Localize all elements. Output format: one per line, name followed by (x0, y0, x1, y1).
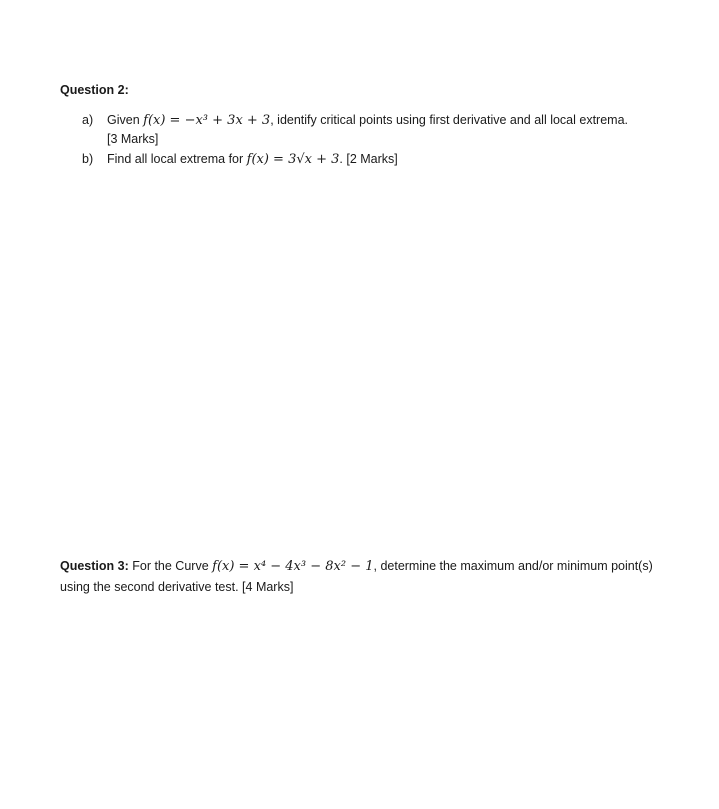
part-a-suffix: , identify critical points using first derivative and all local extrema. (270, 113, 629, 127)
part-b-suffix: . [2 Marks] (339, 152, 398, 166)
part-a-marker: a) (82, 113, 94, 127)
question-3-function: f(x) = x⁴ − 4x³ − 8x² − 1 (212, 559, 374, 574)
question-2-part-b (82, 150, 682, 169)
part-a-marks: [3 Marks] (107, 132, 159, 146)
question-3-heading: Question 3: (60, 559, 129, 573)
question-3 (60, 556, 680, 597)
question-2-heading: Question 2: (60, 83, 129, 97)
question-3-prefix: For the Curve (128, 559, 213, 573)
part-b-function: f(x) = 3√x + 3 (246, 152, 340, 167)
part-a-function: f(x) = −x³ + 3x + 3 (143, 113, 271, 128)
part-b-prefix: Find all local extrema for (107, 152, 247, 166)
part-a-prefix: Given (107, 113, 144, 127)
question-3-suffix: , determine the maximum and/or minimum point(s) using the second derivative test. [4 Marks] (60, 559, 653, 594)
part-a-text (107, 111, 682, 148)
part-b-marker: b) (82, 152, 94, 166)
question-2-part-a (82, 111, 682, 148)
part-b-text (107, 150, 682, 169)
